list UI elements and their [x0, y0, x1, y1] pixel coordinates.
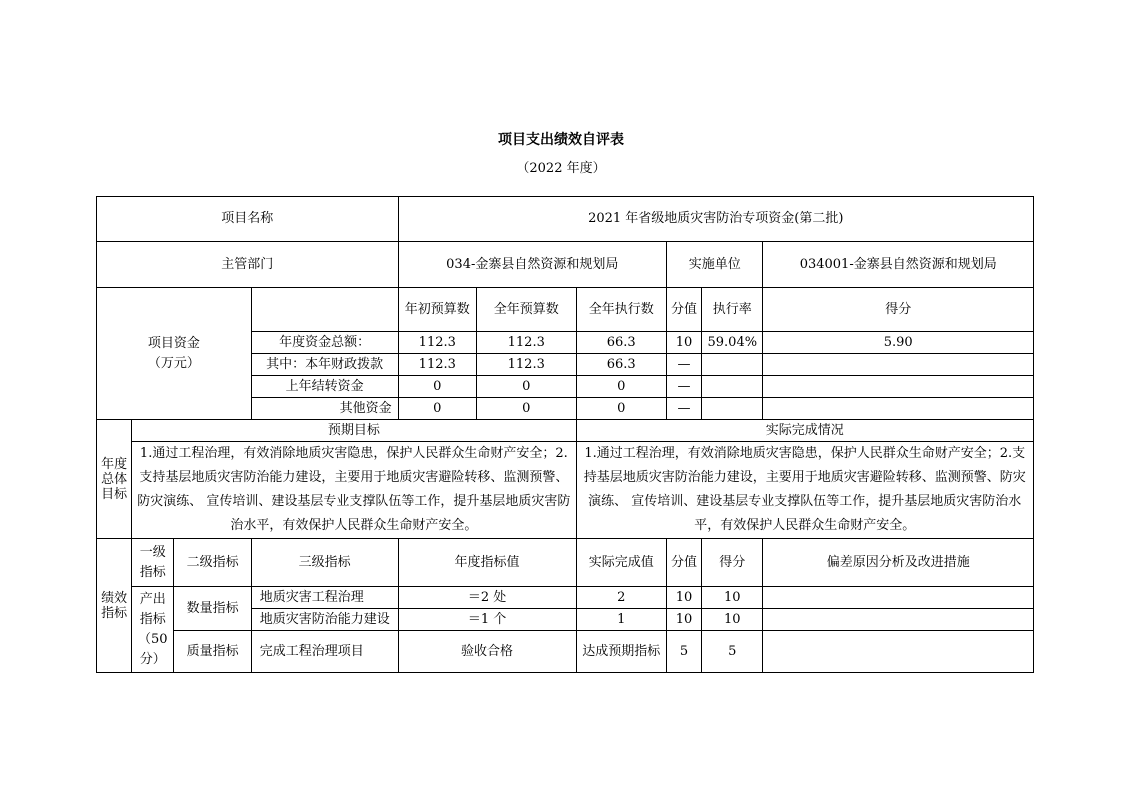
- funds-score: [763, 354, 1034, 376]
- indicators-header-score: 得分: [702, 539, 763, 587]
- funds-label-line2: （万元）: [147, 355, 200, 371]
- funds-initial: 112.3: [398, 354, 476, 376]
- funds-header-executed: 全年执行数: [576, 288, 666, 332]
- page-title: 项目支出绩效自评表: [498, 132, 624, 148]
- funds-annual: 112.3: [476, 332, 576, 354]
- funds-annual: 0: [476, 398, 576, 420]
- project-name-value: 2021 年省级地质灾害防治专项资金(第二批): [398, 197, 1033, 242]
- funds-header-rate: 执行率: [702, 288, 763, 332]
- funds-row-label: 上年结转资金: [251, 376, 398, 398]
- goals-expected-text: 1.通过工程治理，有效消除地质灾害隐患，保护人民群众生命财产安全；2.支持基层地质灾害防治能力建设，主要用于地质灾害避险转移、监测预警、防灾演练、 宣传培训、建设基层专业支撑队伍等工作，提升基层地质灾害防治水平，有效保护人民群众生命财产安全。: [132, 442, 576, 539]
- indicator-actual: 2: [576, 587, 666, 609]
- funds-rate: [702, 398, 763, 420]
- funds-annual: 0: [476, 376, 576, 398]
- funds-row-label: 其中：本年财政拨款: [251, 354, 398, 376]
- funds-score-value: 10: [666, 332, 701, 354]
- indicators-header-score-value: 分值: [666, 539, 701, 587]
- funds-executed: 0: [576, 398, 666, 420]
- indicators-header-level3: 三级指标: [251, 539, 398, 587]
- indicators-level1-label: 产出指标（50分）: [132, 587, 174, 673]
- funds-executed: 66.3: [576, 354, 666, 376]
- indicators-header-level2: 二级指标: [174, 539, 251, 587]
- indicator-score: 5: [702, 631, 763, 673]
- funds-initial: 0: [398, 376, 476, 398]
- funds-label: [97, 288, 252, 420]
- page-subtitle: （2022 年度）: [516, 161, 606, 176]
- indicator-score: 10: [702, 587, 763, 609]
- unit-value: 034001-金寨县自然资源和规划局: [763, 242, 1034, 288]
- funds-rate: 59.04%: [702, 332, 763, 354]
- indicator-score: 10: [702, 609, 763, 631]
- goals-expected-header: 预期目标: [132, 420, 576, 442]
- indicator-level3: 完成工程治理项目: [251, 631, 398, 673]
- dept-label: 主管部门: [97, 242, 399, 288]
- indicator-deviation: [763, 631, 1034, 673]
- funds-header-annual: 全年预算数: [476, 288, 576, 332]
- funds-score: [763, 376, 1034, 398]
- funds-header-initial: 年初预算数: [398, 288, 476, 332]
- indicator-actual: 达成预期指标: [576, 631, 666, 673]
- funds-executed: 66.3: [576, 332, 666, 354]
- unit-label: 实施单位: [666, 242, 762, 288]
- funds-header-score-value: 分值: [666, 288, 701, 332]
- evaluation-table: [96, 196, 1034, 673]
- funds-score-value: —: [666, 398, 701, 420]
- funds-rate: [702, 354, 763, 376]
- funds-initial: 112.3: [398, 332, 476, 354]
- funds-rate: [702, 376, 763, 398]
- funds-score-value: —: [666, 354, 701, 376]
- indicators-side-label: 绩效指标: [97, 539, 132, 673]
- indicator-level3: 地质灾害工程治理: [251, 587, 398, 609]
- indicator-row: [97, 587, 1034, 609]
- funds-score: [763, 398, 1034, 420]
- funds-executed: 0: [576, 376, 666, 398]
- indicators-quality-label: 质量指标: [174, 631, 251, 673]
- indicator-score-value: 10: [666, 609, 701, 631]
- dept-value: 034-金寨县自然资源和规划局: [398, 242, 666, 288]
- funds-annual: 112.3: [476, 354, 576, 376]
- funds-header-score: 得分: [763, 288, 1034, 332]
- funds-header-blank: [251, 288, 398, 332]
- indicator-score-value: 5: [666, 631, 701, 673]
- indicator-actual: 1: [576, 609, 666, 631]
- indicators-header-level1: 一级指标: [132, 539, 174, 587]
- indicator-score-value: 10: [666, 587, 701, 609]
- funds-row-label: 年度资金总额：: [251, 332, 398, 354]
- indicators-header-target: 年度指标值: [398, 539, 576, 587]
- goals-actual-text: 1.通过工程治理，有效消除地质灾害隐患，保护人民群众生命财产安全；2.支持基层地质灾害防治能力建设，主要用于地质灾害避险转移、监测预警、防灾演练、 宣传培训、建设基层专业支撑队伍等工作，提升基层地质灾害防治水平，有效保护人民群众生命财产安全。: [576, 442, 1034, 539]
- funds-score: 5.90: [763, 332, 1034, 354]
- project-name-label: 项目名称: [97, 197, 399, 242]
- indicators-header-actual: 实际完成值: [576, 539, 666, 587]
- funds-label-line1: 项目资金: [147, 335, 200, 351]
- indicator-level3: 地质灾害防治能力建设: [251, 609, 398, 631]
- indicators-quantity-label: 数量指标: [174, 587, 251, 631]
- indicators-header-deviation: 偏差原因分析及改进措施: [763, 539, 1034, 587]
- indicator-target: ＝1 个: [398, 609, 576, 631]
- indicator-target: 验收合格: [398, 631, 576, 673]
- goals-side-label: 年度总体目标: [97, 420, 132, 539]
- funds-score-value: —: [666, 376, 701, 398]
- indicator-deviation: [763, 609, 1034, 631]
- indicator-deviation: [763, 587, 1034, 609]
- indicator-row: [97, 631, 1034, 673]
- goals-actual-header: 实际完成情况: [576, 420, 1034, 442]
- indicator-target: ＝2 处: [398, 587, 576, 609]
- funds-initial: 0: [398, 398, 476, 420]
- funds-row-label: 其他资金: [251, 398, 398, 420]
